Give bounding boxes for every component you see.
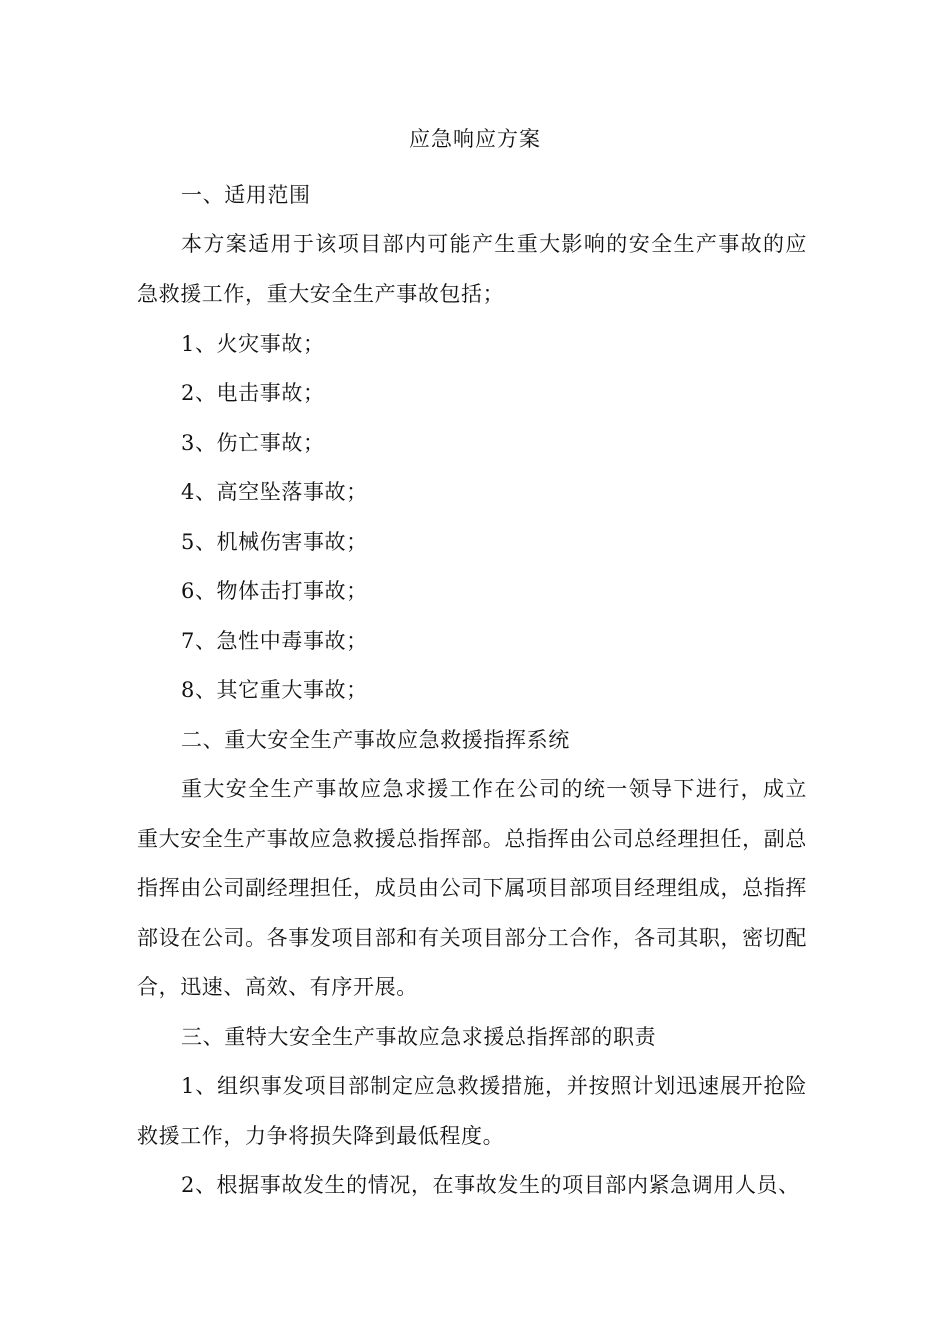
list-item-poisoning: 7、急性中毒事故；: [181, 629, 368, 653]
list-item-casualty: 3、伤亡事故；: [181, 431, 325, 455]
scope-intro-paragraph: 本方案适用于该项目部内可能产生重大影响的安全生产事故的应急救援工作，重大安全生产事故包括；: [137, 232, 807, 306]
list-item-other: 8、其它重大事故；: [181, 678, 368, 702]
command-system-paragraph: 重大安全生产事故应急求援工作在公司的统一领导下进行，成立重大安全生产事故应急救援总指挥部。总指挥由公司总经理担任，副总指挥由公司副经理担任，成员由公司下属项目部项目经理组成，总指挥部设在公司。各事发项目部和有关项目部分工合作，各司其职，密切配合，迅速、高效、有序开展。: [137, 777, 807, 1000]
section-heading-scope: 一、适用范围: [181, 183, 311, 207]
list-item-machinery: 5、机械伤害事故；: [181, 530, 368, 554]
responsibility-item-1: 1、组织事发项目部制定应急救援措施，并按照计划迅速展开抢险救援工作，力争将损失降到最低程度。: [137, 1074, 807, 1148]
list-item-fall: 4、高空坠落事故；: [181, 480, 368, 504]
list-item-object-strike: 6、物体击打事故；: [181, 579, 368, 603]
section-heading-responsibilities: 三、重特大安全生产事故应急求援总指挥部的职责: [181, 1025, 657, 1049]
list-item-fire: 1、火灾事故；: [181, 332, 325, 356]
responsibility-item-2: 2、根据事故发生的情况，在事故发生的项目部内紧急调用人员、: [181, 1173, 800, 1197]
document-title: 应急响应方案: [409, 127, 541, 151]
list-item-electric-shock: 2、电击事故；: [181, 381, 325, 405]
section-heading-command-system: 二、重大安全生产事故应急救援指挥系统: [181, 728, 570, 752]
